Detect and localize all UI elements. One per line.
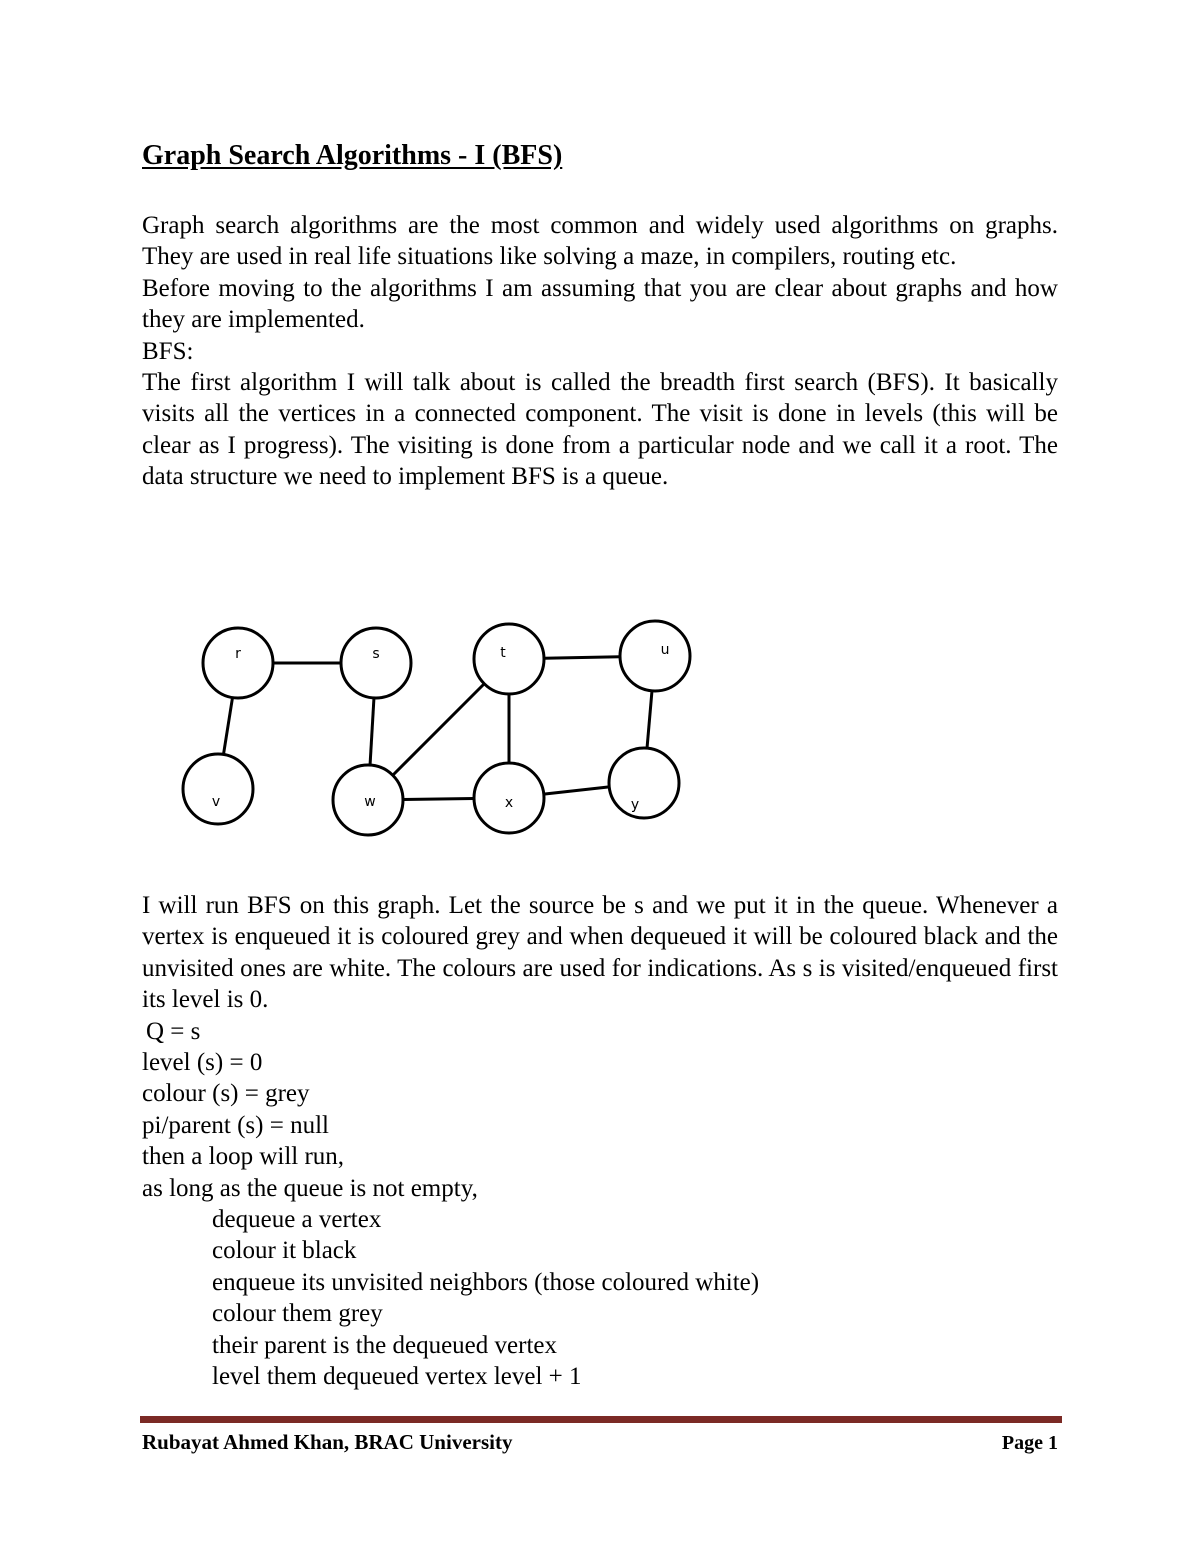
loop-step-colour-black: colour it black — [212, 1237, 357, 1265]
bfs-paragraph: The first algorithm I will talk about is called the breadth first search (BFS). It basically visits all the vertices in a connected component. The visit is done in levels (this will be clear as I progress). The visiting is done from a particular node and we call it a root. The data structure we need to implement BFS is a queue. — [142, 369, 1058, 491]
footer-author: Rubayat Ahmed Khan, BRAC University — [142, 1430, 513, 1454]
graph-node-t — [474, 624, 544, 694]
document-title: Graph Search Algorithms - I (BFS) — [142, 140, 563, 171]
graph-edge-w-x — [403, 798, 474, 799]
graph-node-label-v: v — [211, 794, 221, 810]
graph-edge-t-w — [393, 684, 485, 776]
graph-node-r — [203, 628, 273, 698]
graph-node-label-s: s — [372, 646, 380, 662]
loop-step-colour-grey: colour them grey — [212, 1300, 383, 1328]
init-line-queue: Q = s — [146, 1017, 201, 1045]
graph-node-label-r: r — [235, 646, 241, 662]
graph-node-label-y: y — [630, 797, 640, 813]
graph-node-label-x: x — [504, 795, 514, 811]
loop-step-parent: their parent is the dequeued vertex — [212, 1331, 557, 1359]
run-paragraph: I will run BFS on this graph. Let the source be s and we put it in the queue. Whenever a vertex is enqueued it is coloured grey and when dequeued it will be coloured black and the unvisited ones are white. The colours are used for indications. As s is visited/enqueued first its level is 0. — [142, 892, 1058, 1014]
graph-node-label-w: w — [364, 794, 376, 810]
graph-node-label-u: u — [660, 642, 670, 658]
assumption-paragraph: Before moving to the algorithms I am assuming that you are clear about graphs and how they are implemented. — [142, 274, 1058, 334]
footer-rule — [140, 1416, 1062, 1423]
intro-paragraph: Graph search algorithms are the most common and widely used algorithms on graphs. They are used in real life situations like solving a maze, in compilers, routing etc. — [142, 212, 1058, 271]
footer-page-number: Page 1 — [1001, 1432, 1058, 1454]
init-line-parent: pi/parent (s) = null — [142, 1111, 329, 1139]
init-line-colour: colour (s) = grey — [142, 1080, 310, 1108]
graph-node-v — [183, 754, 253, 824]
graph-edge-x-y — [544, 787, 609, 794]
loop-step-enqueue: enqueue its unvisited neighbors (those coloured white) — [212, 1268, 760, 1296]
graph-node-s — [341, 628, 411, 698]
init-line-level: level (s) = 0 — [142, 1049, 263, 1077]
graph-edge-u-y — [647, 691, 652, 748]
graph-edge-s-w — [370, 698, 374, 765]
graph-edge-t-u — [544, 657, 620, 659]
procedure-section — [142, 890, 1058, 1393]
graph-node-y — [609, 748, 679, 818]
bfs-heading: BFS: — [142, 337, 194, 365]
graph-node-u — [620, 621, 690, 691]
loop-step-dequeue: dequeue a vertex — [212, 1206, 382, 1234]
init-line-loop: then a loop will run, — [142, 1143, 345, 1171]
graph-edge-r-v — [223, 698, 232, 755]
loop-step-level: level them dequeued vertex level + 1 — [212, 1363, 582, 1391]
graph-node-label-t: t — [500, 645, 506, 661]
init-line-condition: as long as the queue is not empty, — [142, 1174, 478, 1202]
